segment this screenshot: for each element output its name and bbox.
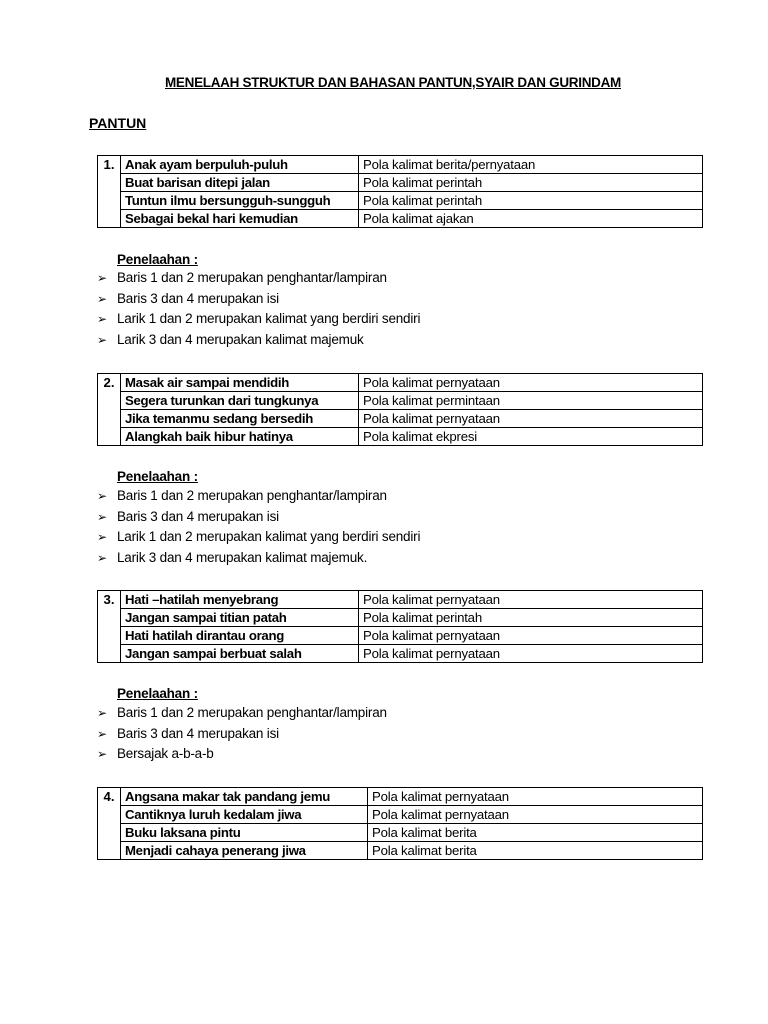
table-row	[98, 410, 703, 428]
point-text: Larik 1 dan 2 merupakan kalimat yang berdiri sendiri	[117, 529, 421, 544]
point-text: Baris 3 dan 4 merupakan isi	[117, 725, 279, 741]
pantun-table-4	[97, 787, 703, 860]
pantun-line: Segera turunkan dari tungkunya	[121, 392, 359, 410]
pantun-number: 2.	[98, 374, 121, 446]
list-item	[97, 330, 420, 351]
table-row	[98, 591, 703, 609]
table-row	[98, 788, 703, 806]
pola-kalimat: Pola kalimat perintah	[359, 174, 703, 192]
pantun-line: Angsana makar tak pandang jemu	[121, 788, 368, 806]
pantun-number: 1.	[98, 156, 121, 228]
pantun-line: Jangan sampai titian patah	[121, 609, 359, 627]
arrow-bullet-icon: ➢	[97, 271, 107, 285]
list-item	[97, 507, 420, 528]
table-row	[98, 842, 703, 860]
pantun-line: Sebagai bekal hari kemudian	[121, 210, 359, 228]
pantun-line: Hati hatilah dirantau orang	[121, 627, 359, 645]
penelaahan-heading: Penelaahan :	[117, 252, 198, 267]
pantun-table-1	[97, 155, 703, 228]
pola-kalimat: Pola kalimat permintaan	[359, 392, 703, 410]
pantun-line: Buat barisan ditepi jalan	[121, 174, 359, 192]
pantun-table-3	[97, 590, 703, 663]
table-row	[98, 374, 703, 392]
table-row	[98, 174, 703, 192]
pola-kalimat: Pola kalimat berita	[368, 824, 703, 842]
table-row	[98, 645, 703, 663]
table-row	[98, 392, 703, 410]
list-item	[97, 289, 420, 310]
list-item	[97, 548, 420, 569]
table-row	[98, 156, 703, 174]
pola-kalimat: Pola kalimat pernyataan	[359, 591, 703, 609]
penelaahan-list	[97, 486, 420, 568]
table-row	[98, 210, 703, 228]
penelaahan-heading: Penelaahan :	[117, 469, 198, 484]
pola-kalimat: Pola kalimat berita/pernyataan	[359, 156, 703, 174]
list-item	[97, 527, 420, 548]
pantun-line: Jangan sampai berbuat salah	[121, 645, 359, 663]
arrow-bullet-icon: ➢	[97, 550, 107, 565]
pola-kalimat: Pola kalimat pernyataan	[368, 788, 703, 806]
arrow-bullet-icon: ➢	[97, 726, 107, 741]
point-text: Baris 1 dan 2 merupakan penghantar/lampiran	[117, 270, 387, 285]
list-item	[97, 309, 420, 330]
pola-kalimat: Pola kalimat perintah	[359, 192, 703, 210]
pola-kalimat: Pola kalimat pernyataan	[359, 374, 703, 392]
list-item	[97, 744, 387, 765]
pola-kalimat: Pola kalimat ekpresi	[359, 428, 703, 446]
list-item	[97, 724, 387, 745]
arrow-bullet-icon: ➢	[97, 489, 107, 503]
arrow-bullet-icon: ➢	[97, 291, 107, 306]
pantun-number: 4.	[98, 788, 121, 860]
point-text: Bersajak a-b-a-b	[117, 746, 214, 761]
point-text: Larik 3 dan 4 merupakan kalimat majemuk	[117, 331, 364, 347]
pola-kalimat: Pola kalimat berita	[368, 842, 703, 860]
pola-kalimat: Pola kalimat perintah	[359, 609, 703, 627]
table-row	[98, 627, 703, 645]
pantun-line: Menjadi cahaya penerang jiwa	[121, 842, 368, 860]
pantun-line: Anak ayam berpuluh-puluh	[121, 156, 359, 174]
pola-kalimat: Pola kalimat pernyataan	[359, 645, 703, 663]
arrow-bullet-icon: ➢	[97, 747, 107, 761]
arrow-bullet-icon: ➢	[97, 312, 107, 326]
pola-kalimat: Pola kalimat pernyataan	[368, 806, 703, 824]
point-text: Larik 1 dan 2 merupakan kalimat yang berdiri sendiri	[117, 311, 421, 326]
point-text: Baris 1 dan 2 merupakan penghantar/lampiran	[117, 488, 387, 503]
penelaahan-heading: Penelaahan :	[117, 686, 198, 701]
table-row	[98, 806, 703, 824]
list-item	[97, 703, 387, 724]
list-item	[97, 268, 420, 289]
arrow-bullet-icon: ➢	[97, 332, 107, 347]
arrow-bullet-icon: ➢	[97, 530, 107, 544]
pantun-line: Alangkah baik hibur hatinya	[121, 428, 359, 446]
penelaahan-list	[97, 268, 420, 350]
table-row	[98, 609, 703, 627]
point-text: Baris 1 dan 2 merupakan penghantar/lampiran	[117, 705, 387, 720]
pola-kalimat: Pola kalimat pernyataan	[359, 410, 703, 428]
table-row	[98, 428, 703, 446]
pantun-line: Hati –hatilah menyebrang	[121, 591, 359, 609]
table-row	[98, 824, 703, 842]
table-row	[98, 192, 703, 210]
pantun-line: Tuntun ilmu bersungguh-sungguh	[121, 192, 359, 210]
arrow-bullet-icon: ➢	[97, 509, 107, 524]
pantun-line: Jika temanmu sedang bersedih	[121, 410, 359, 428]
pola-kalimat: Pola kalimat ajakan	[359, 210, 703, 228]
pantun-line: Masak air sampai mendidih	[121, 374, 359, 392]
point-text: Baris 3 dan 4 merupakan isi	[117, 290, 279, 306]
point-text: Larik 3 dan 4 merupakan kalimat majemuk.	[117, 549, 368, 565]
pola-kalimat: Pola kalimat pernyataan	[359, 627, 703, 645]
pantun-table-2	[97, 373, 703, 446]
pantun-number: 3.	[98, 591, 121, 663]
pantun-line: Buku laksana pintu	[121, 824, 368, 842]
page-title: MENELAAH STRUKTUR DAN BAHASAN PANTUN,SYAIR DAN GURINDAM	[164, 75, 621, 90]
point-text: Baris 3 dan 4 merupakan isi	[117, 508, 279, 524]
pantun-line: Cantiknya luruh kedalam jiwa	[121, 806, 368, 824]
penelaahan-list	[97, 703, 387, 765]
list-item	[97, 486, 420, 507]
arrow-bullet-icon: ➢	[97, 706, 107, 720]
section-heading: PANTUN	[89, 115, 147, 131]
